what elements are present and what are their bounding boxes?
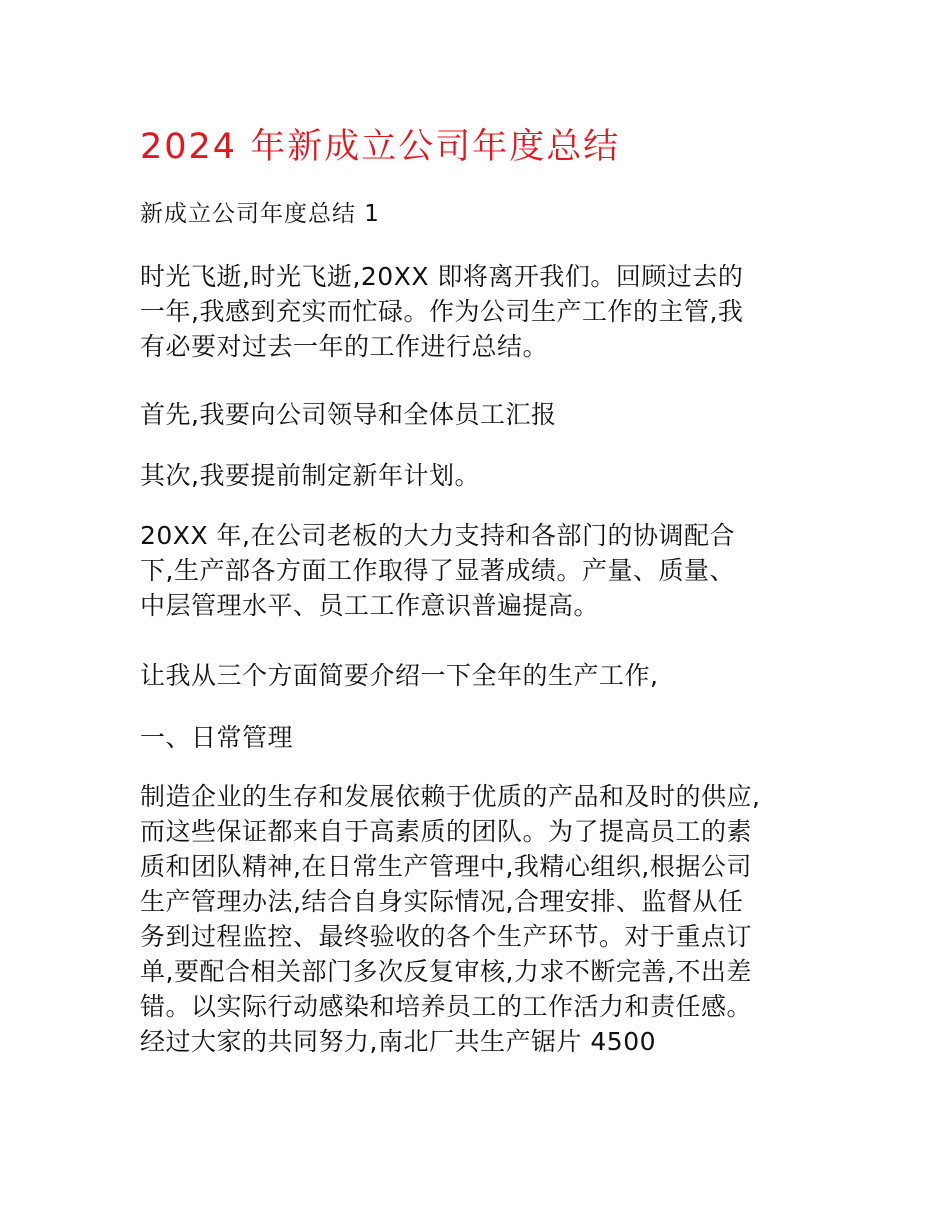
paragraph-daily-management	[140, 779, 830, 1059]
text-line: 单,要配合相关部门多次反复审核,力求不断完善,不出差	[140, 957, 752, 986]
text-line: 首先,我要向公司领导和全体员工汇报	[140, 400, 557, 429]
text-line: 中层管理水平、员工工作意识普遍提高。	[140, 591, 600, 620]
text-line: 制造企业的生存和发展依赖于优质的产品和及时的供应,	[140, 782, 761, 811]
section-heading-daily-management	[140, 720, 830, 755]
text-line: 一年,我感到充实而忙碌。作为公司生产工作的主管,我	[140, 297, 744, 326]
text-line: 20XX 年,在公司老板的大力支持和各部门的协调配合	[140, 521, 735, 550]
paragraph-report	[140, 397, 830, 432]
text-line: 让我从三个方面简要介绍一下全年的生产工作,	[140, 661, 659, 690]
paragraph-plan	[140, 458, 830, 493]
paragraph-intro	[140, 259, 830, 364]
text-line: 一、日常管理	[140, 723, 294, 752]
text-line: 时光飞逝,时光飞逝,20XX 即将离开我们。回顾过去的	[140, 262, 744, 291]
text-line: 下,生产部各方面工作取得了显著成绩。产量、质量、	[140, 556, 735, 585]
text-line: 而这些保证都来自于高素质的团队。为了提高员工的素	[140, 817, 753, 846]
paragraph-overview	[140, 658, 830, 693]
text-line: 经过大家的共同努力,南北厂共生产锯片 4500	[140, 1027, 657, 1056]
text-line: 其次,我要提前制定新年计划。	[140, 461, 480, 490]
text-line: 错。以实际行动感染和培养员工的工作活力和责任感。	[140, 992, 753, 1021]
text-line: 有必要对过去一年的工作进行总结。	[140, 332, 549, 361]
document-title: 2024 年新成立公司年度总结	[140, 127, 621, 167]
paragraph-achievements	[140, 518, 830, 623]
text-line: 质和团队精神,在日常生产管理中,我精心组织,根据公司	[140, 852, 752, 881]
text-line: 务到过程监控、最终验收的各个生产环节。对于重点订	[140, 922, 753, 951]
text-line: 生产管理办法,结合自身实际情况,合理安排、监督从任	[140, 887, 744, 916]
document-subtitle: 新成立公司年度总结 1	[140, 201, 380, 227]
